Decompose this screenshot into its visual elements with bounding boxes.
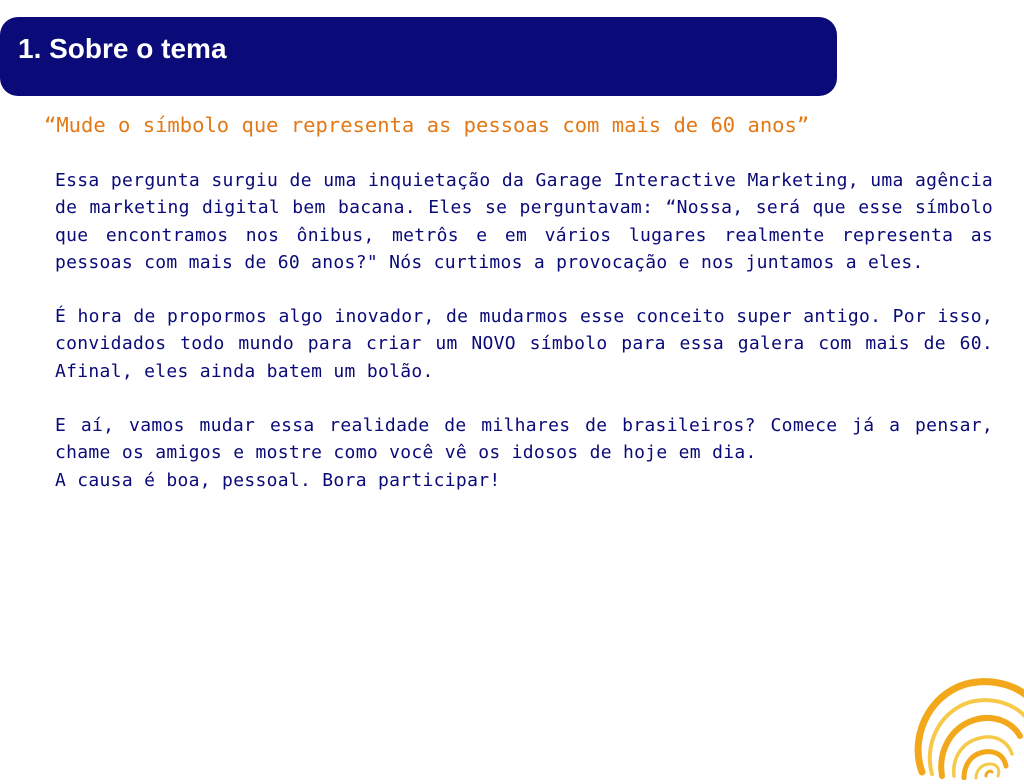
- spiral-swirl-logo-icon: [906, 660, 1024, 780]
- title-bar: [0, 17, 837, 96]
- page-title: 1. Sobre o tema: [18, 33, 227, 64]
- paragraph-spacer: [55, 276, 993, 303]
- paragraph-closing: A causa é boa, pessoal. Bora participar!: [55, 469, 501, 491]
- paragraph-proposal: É hora de propormos algo inovador, de mudarmos esse conceito super antigo. Por isso, convidados todo mundo para criar um NOVO símbolo para essa galera com mais de 60. Afinal, eles ainda batem um bolão.: [55, 306, 993, 382]
- paragraph-call-to-action: E aí, vamos mudar essa realidade de milhares de brasileiros? Comece já a pensar, chame os amigos e mostre como você vê os idosos de hoje em dia.: [55, 415, 993, 464]
- slide-subtitle: “Mude o símbolo que representa as pessoas com mais de 60 anos”: [44, 113, 810, 137]
- paragraph-intro: Essa pergunta surgiu de uma inquietação da Garage Interactive Marketing, uma agência de marketing digital bem bacana. Eles se perguntavam: “Nossa, será que esse símbolo que encontramos nos ônibus, metrôs e em vários lugares realmente representa as pessoas com mais de 60 anos?" Nós curtimos a provocação e nos juntamos a eles.: [55, 170, 993, 273]
- paragraph-spacer: [55, 385, 993, 412]
- body-text: [55, 167, 993, 494]
